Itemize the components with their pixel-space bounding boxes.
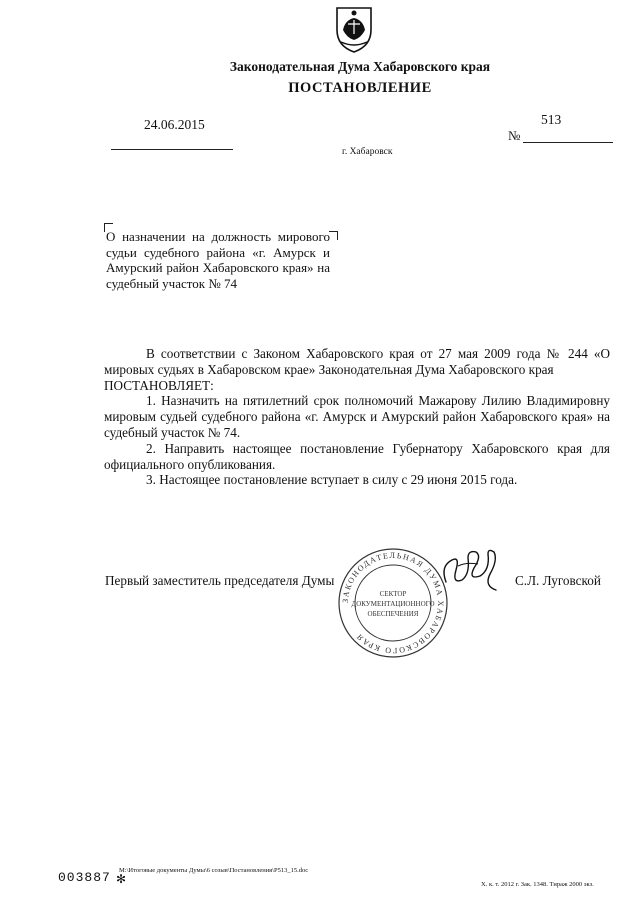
signer-title: Первый заместитель председателя Думы: [105, 573, 335, 588]
stamp-line-2: ДОКУМЕНТАЦИОННОГО: [351, 600, 435, 608]
stamp-ring-text: ЗАКОНОДАТЕЛЬНАЯ ДУМА ХАБАРОВСКОГО КРАЯ: [340, 550, 446, 656]
document-number: 513: [541, 112, 562, 127]
organization-name: Законодательная Дума Хабаровского края: [229, 59, 491, 74]
number-sign: №: [508, 128, 521, 143]
footer-file-path: M:\Итоговые документы Думы\6 созыв\Постановления\P513_15.doc: [119, 867, 309, 874]
date-underline: [111, 149, 233, 150]
stamp-line-1: СЕКТОР: [379, 590, 407, 598]
stamp-line-3: ОБЕСПЕЧЕНИЯ: [367, 610, 419, 618]
resolution-item-2: 2. Направить настоящее постановление Губернатору Хабаровского края для официального опубликования.: [104, 440, 610, 472]
resolves-heading: ПОСТАНОВЛЯЕТ:: [104, 377, 214, 393]
preamble: В соответствии с Законом Хабаровского края от 27 мая 2009 года № 244 «О мировых судьях в Хабаровском крае» Законодательная Дума Хабаровского края: [104, 346, 610, 377]
number-underline: [523, 142, 613, 143]
footer-serial: 003887: [58, 870, 111, 885]
official-stamp: [336, 546, 450, 660]
footer-print-info: Х. к. т. 2012 г. Зак. 1348. Тираж 2000 экз.: [481, 881, 594, 888]
subject-bracket-right: [329, 231, 338, 240]
coat-of-arms-icon: [333, 4, 375, 54]
document-type: ПОСТАНОВЛЕНИЕ: [288, 80, 432, 96]
asterisk-icon: ✻: [116, 872, 127, 886]
handwritten-signature: [438, 546, 502, 596]
document-subject: О назначении на должность мирового судьи судебного района «г. Амурск и Амурский район Хабаровского края» на судебный участок № 74: [106, 229, 330, 291]
document-body: [104, 346, 610, 488]
city: г. Хабаровск: [342, 147, 393, 157]
signer-name: С.Л. Луговской: [515, 573, 601, 588]
document-date: 24.06.2015: [144, 117, 205, 132]
resolution-item-3: 3. Настоящее постановление вступает в силу с 29 июня 2015 года.: [146, 472, 518, 488]
resolution-item-1: 1. Назначить на пятилетний срок полномочий Мажарову Лилию Владимировну мировым судьей судебного района «г. Амурск и Амурский район Хабаровского края» на судебный участок № 74.: [104, 393, 610, 440]
